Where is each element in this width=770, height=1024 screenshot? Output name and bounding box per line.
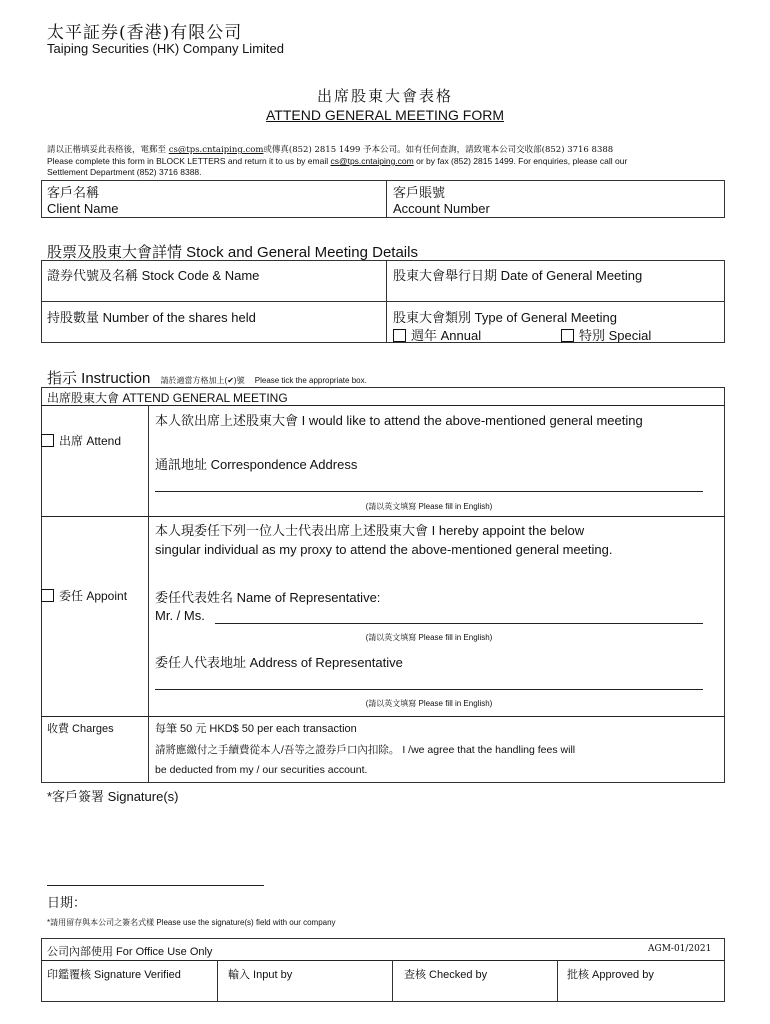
shares-held-label: 持股數量 Number of the shares held xyxy=(47,310,256,325)
signature-label: *客戶簽署 Signature(s) xyxy=(47,789,179,804)
fill-english-note: (請以英文填寫 Please fill in English) xyxy=(365,502,493,511)
approved-by-label: 批核 Approved by xyxy=(567,969,654,981)
special-label: 特別 Special xyxy=(579,328,652,343)
client-name-field[interactable] xyxy=(41,180,387,218)
fill-english-note: (請以英文填寫 Please fill in English) xyxy=(365,633,493,642)
annual-option[interactable] xyxy=(393,325,481,344)
client-name-label-zh: 客戶名稱 xyxy=(47,186,100,201)
input-by-label: 輸入 Input by xyxy=(228,969,293,981)
office-use-title: 公司內部使用 For Office Use Only xyxy=(47,946,213,958)
account-label-zh: 客戶賬號 xyxy=(393,186,446,201)
column-divider xyxy=(557,960,558,1002)
meeting-type-label: 股東大會類別 Type of General Meeting xyxy=(393,310,617,325)
stock-code-label: 證券代號及名稱 Stock Code & Name xyxy=(47,268,260,283)
form-title-zh: 出席股東大會表格 xyxy=(316,87,453,105)
charges-fee: 每筆 50 元 HKD$ 50 per each transaction xyxy=(155,723,357,735)
divider xyxy=(41,716,725,717)
meeting-date-label: 股東大會舉行日期 Date of General Meeting xyxy=(393,268,643,283)
stock-section-heading: 股票及股東大會詳情 Stock and General Meeting Details xyxy=(47,244,418,261)
instruction-note-en: Please tick the appropriate box. xyxy=(254,376,367,385)
attend-option[interactable] xyxy=(41,432,121,449)
special-checkbox[interactable] xyxy=(561,329,574,342)
intro-email-link-en[interactable]: cs@tps.cntaiping.com xyxy=(330,156,414,166)
representative-name-label: 委任代表姓名 Name of Representative: xyxy=(155,590,381,605)
fill-english-note: (請以英文填寫 Please fill in English) xyxy=(365,699,493,708)
instruction-note-zh: 請於適當方格加上(✔)號 xyxy=(160,376,245,385)
signature-note: *請用留存與本公司之簽名式樣 Please use the signature(s) field with our company xyxy=(47,918,336,927)
representative-address-input[interactable] xyxy=(155,689,703,690)
attend-statement: 本人欲出席上述股東大會 I would like to attend the above-mentioned general meeting xyxy=(155,413,643,428)
instruction-table xyxy=(41,387,725,783)
annual-checkbox[interactable] xyxy=(393,329,406,342)
intro-en-after: or by fax (852) 2815 1499. For enquiries, please call our xyxy=(413,156,628,166)
charges-label: 收費 Charges xyxy=(47,723,114,735)
instruction-table-title: 出席股東大會 ATTEND GENERAL MEETING xyxy=(47,391,288,405)
attend-label: 出席 Attend xyxy=(59,434,122,448)
mr-ms-label: Mr. / Ms. xyxy=(155,608,205,623)
form-code: AGM-01/2021 xyxy=(648,944,712,954)
charges-statement-1: 請將應繳付之手續費從本人/吾等之證券戶口內扣除。 I /we agree that the handling fees will xyxy=(155,744,576,756)
intro-zh-after: 或傳真(852) 2815 1499 予本公司。如有任何查詢，請致電本公司交收部(852) 3716 8388 xyxy=(263,145,614,155)
checked-by-label: 查核 Checked by xyxy=(404,969,488,981)
annual-label: 週年 Annual xyxy=(411,328,482,343)
attend-checkbox[interactable] xyxy=(41,434,54,447)
instruction-title: 指示 Instruction xyxy=(47,370,151,387)
meeting-date-field[interactable] xyxy=(386,260,725,302)
meeting-type-field xyxy=(386,301,725,343)
appoint-statement-2: singular individual as my proxy to attend the above-mentioned general meeting. xyxy=(155,542,613,557)
charges-statement-2: be deducted from my / our securities account. xyxy=(155,764,368,776)
instruction-heading xyxy=(47,367,367,388)
appoint-statement-1: 本人現委任下列一位人士代表出席上述股東大會 I hereby appoint the below xyxy=(155,523,585,538)
intro-email-link-zh[interactable]: cs@tps.cntaiping.com xyxy=(168,145,264,155)
representative-name-input[interactable] xyxy=(215,623,703,624)
intro-en-line2: Settlement Department (852) 3716 8388. xyxy=(47,167,202,177)
appoint-label: 委任 Appoint xyxy=(59,589,128,603)
appoint-checkbox[interactable] xyxy=(41,589,54,602)
representative-address-label: 委任人代表地址 Address of Representative xyxy=(155,655,403,670)
correspondence-address-label: 通訊地址 Correspondence Address xyxy=(155,457,358,472)
intro-en-before: Please complete this form in BLOCK LETTERS and return it to us by email xyxy=(47,156,331,166)
column-divider xyxy=(392,960,393,1002)
column-divider xyxy=(217,960,218,1002)
divider xyxy=(41,405,725,406)
account-label-en: Account Number xyxy=(393,201,490,216)
form-title-en: ATTEND GENERAL MEETING FORM xyxy=(265,107,504,123)
client-name-label-en: Client Name xyxy=(47,201,119,216)
company-name-en: Taiping Securities (HK) Company Limited xyxy=(47,41,284,56)
shares-held-field[interactable] xyxy=(41,301,387,343)
special-option[interactable] xyxy=(561,325,651,344)
intro-text xyxy=(47,145,727,178)
divider xyxy=(41,516,725,517)
company-name-zh: 太平証券(香港)有限公司 xyxy=(47,23,243,43)
correspondence-address-input[interactable] xyxy=(155,491,703,492)
signature-verified-label: 印鑑覆核 Signature Verified xyxy=(47,969,181,981)
account-number-field[interactable] xyxy=(386,180,725,218)
column-divider xyxy=(148,405,149,783)
date-label: 日期： xyxy=(47,896,87,911)
signature-line[interactable] xyxy=(47,885,264,886)
intro-zh-before: 請以正楷填妥此表格後，電郵至 xyxy=(47,145,169,155)
appoint-option[interactable] xyxy=(41,587,127,604)
stock-code-field[interactable] xyxy=(41,260,387,302)
divider xyxy=(41,960,725,961)
